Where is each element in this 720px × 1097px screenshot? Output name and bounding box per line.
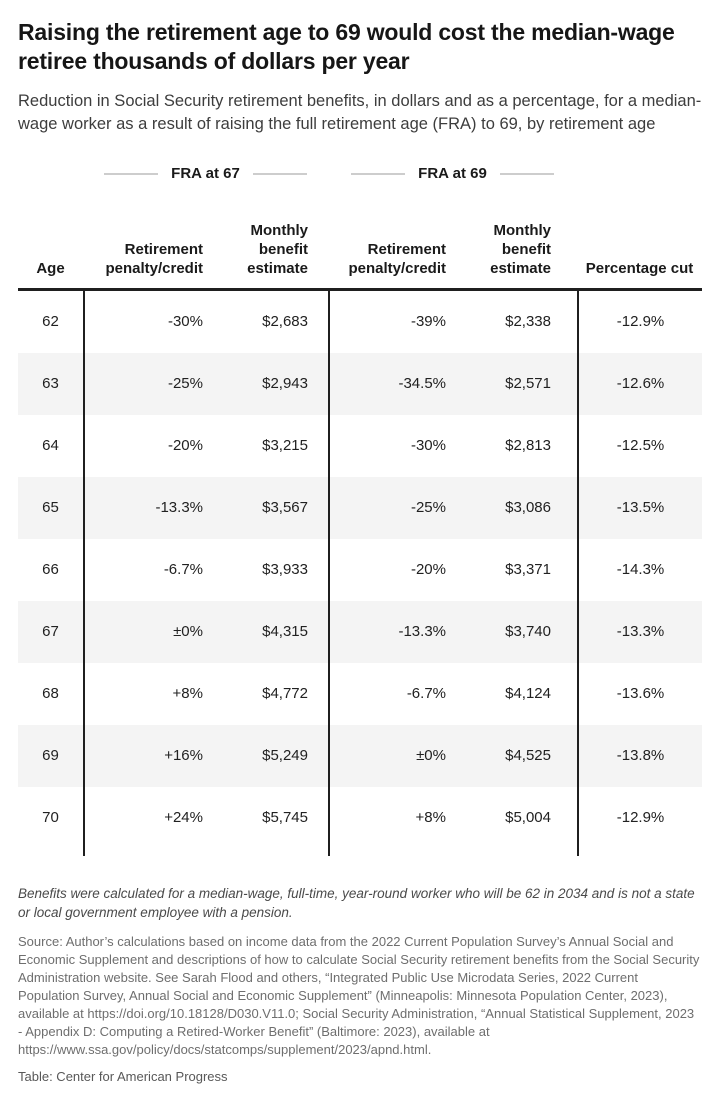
table-cell: $4,124	[505, 685, 551, 703]
divider-extension-cell	[83, 849, 205, 856]
table-cell: -14.3%	[577, 539, 702, 601]
table-cell: $2,943	[262, 375, 308, 393]
table-row	[18, 663, 702, 725]
column-header-penalty-fra69: Retirement penalty/credit	[348, 241, 446, 277]
table-cell: $3,371	[505, 561, 551, 579]
table-cell: -12.9%	[577, 291, 702, 353]
table-cell: ±0%	[83, 601, 205, 663]
table-header	[18, 214, 702, 288]
table-cell: $3,740	[505, 623, 551, 641]
table-cell: $5,745	[262, 809, 308, 827]
table-cell: -20%	[83, 415, 205, 477]
divider-extension-cell	[577, 849, 702, 856]
table-body	[18, 288, 702, 856]
table-cell: $3,215	[262, 437, 308, 455]
table-row	[18, 291, 702, 353]
table-cell: $5,004	[505, 809, 551, 827]
group-label-fra-69: FRA at 69	[418, 165, 487, 183]
source: Source: Author’s calculations based on income data from the 2022 Current Population Survey’s Annual Social and Economic Supplement and descriptions of how to calculate Social Security retirement benefits from the Social Security Administration website. See Sarah Flood and others, “Integrated Public Use Microdata Series, 2022 Current Population Survey, Annual Social and Economic Supplement” (Minneapolis: Minnesota Population Center, 2023), available at https://doi.org/10.18128/D030.V11.0; Social Security Administration, “Annual Statistical Supplement, 2023 - Appendix D: Computing a Retired-Worker Benefit” (Baltimore: 2023), available at https://www.ssa.gov/policy/docs/statcomps/supplement/2023/apnd.html.	[18, 933, 700, 1057]
table-row	[18, 415, 702, 477]
table-cell: $3,933	[262, 561, 308, 579]
table-cell: -13.3%	[328, 601, 452, 663]
table-row	[18, 477, 702, 539]
table-cell: $2,338	[505, 313, 551, 331]
credit: Table: Center for American Progress	[18, 1069, 228, 1085]
divider-extension-cell	[18, 849, 83, 856]
table-row	[18, 725, 702, 787]
table-cell: -39%	[328, 291, 452, 353]
page-title: Raising the retirement age to 69 would cost the median-wage retiree thousands of dollars per year	[18, 19, 675, 74]
table-cell: 65	[42, 499, 59, 517]
table-row	[18, 787, 702, 849]
table-cell: 69	[42, 747, 59, 765]
group-fra-69	[328, 165, 577, 182]
table-cell: -6.7%	[328, 663, 452, 725]
table-cell: -12.6%	[577, 353, 702, 415]
table-cell: $2,683	[262, 313, 308, 331]
table-cell: -30%	[328, 415, 452, 477]
table-cell: 68	[42, 685, 59, 703]
column-header-benefit-fra69: Monthly benefit estimate	[490, 222, 551, 277]
decorative-line	[253, 173, 307, 175]
table-cell: +16%	[83, 725, 205, 787]
decorative-line	[104, 173, 158, 175]
table-row	[18, 353, 702, 415]
table-cell: 66	[42, 561, 59, 579]
table-cell: 62	[42, 313, 59, 331]
table-cell: -13.3%	[577, 601, 702, 663]
divider-extension-cell	[452, 849, 577, 856]
table-cell: +24%	[83, 787, 205, 849]
table-cell: -34.5%	[328, 353, 452, 415]
table-cell: $4,525	[505, 747, 551, 765]
table-cell: 63	[42, 375, 59, 393]
table-cell: -12.9%	[577, 787, 702, 849]
table-cell: $4,315	[262, 623, 308, 641]
column-header-penalty-fra67: Retirement penalty/credit	[105, 241, 203, 277]
table-cell: $2,813	[505, 437, 551, 455]
table-cell: -6.7%	[83, 539, 205, 601]
group-label-fra-67: FRA at 67	[171, 165, 240, 183]
table-cell: -12.5%	[577, 415, 702, 477]
table-cell: -25%	[83, 353, 205, 415]
divider-extension-cell	[328, 849, 452, 856]
table-cell: -13.6%	[577, 663, 702, 725]
column-header-percentage-cut: Percentage cut	[585, 259, 694, 277]
decorative-line	[351, 173, 405, 175]
table-cell: 64	[42, 437, 59, 455]
table-cell: $2,571	[505, 375, 551, 393]
table-cell: 70	[42, 809, 59, 827]
table-cell: $3,086	[505, 499, 551, 517]
table-cell: -30%	[83, 291, 205, 353]
table-cell: 67	[42, 623, 59, 641]
group-fra-67	[83, 165, 328, 182]
column-header-age: Age	[36, 259, 65, 277]
column-group-header	[18, 164, 702, 184]
table-cell: -25%	[328, 477, 452, 539]
table-cell: $3,567	[262, 499, 308, 517]
table-cell: -20%	[328, 539, 452, 601]
table-cell: +8%	[83, 663, 205, 725]
subtitle: Reduction in Social Security retirement benefits, in dollars and as a percentage, for a median-wage worker as a result of raising the full retirement age (FRA) to 69, by retirement age	[18, 92, 702, 133]
divider-extension	[18, 849, 702, 856]
table-cell: $4,772	[262, 685, 308, 703]
table-cell: $5,249	[262, 747, 308, 765]
table-row	[18, 601, 702, 663]
table-cell: -13.3%	[83, 477, 205, 539]
table-cell: -13.5%	[577, 477, 702, 539]
decorative-line	[500, 173, 554, 175]
table-row	[18, 539, 702, 601]
column-header-benefit-fra67: Monthly benefit estimate	[247, 222, 308, 277]
note: Benefits were calculated for a median-wage, full-time, year-round worker who will be 62 in 2034 and is not a state or local government employee with a pension.	[18, 885, 695, 920]
table-cell: -13.8%	[577, 725, 702, 787]
table-cell: ±0%	[328, 725, 452, 787]
table-cell: +8%	[328, 787, 452, 849]
divider-extension-cell	[205, 849, 328, 856]
